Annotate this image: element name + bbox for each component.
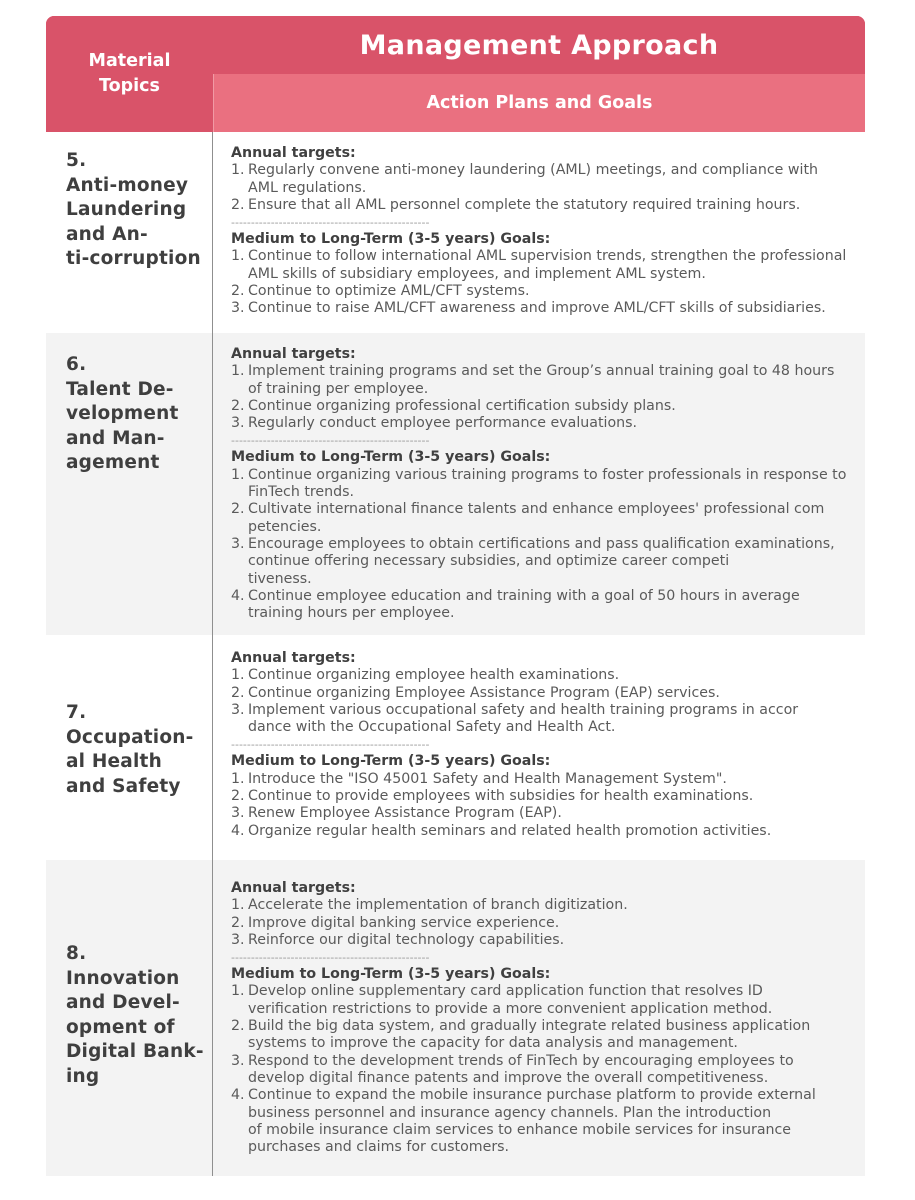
list-item: 3. Reinforce our digital technology capabilities. — [231, 931, 565, 948]
list-item: 2. Continue organizing professional certification subsidy plans. — [231, 397, 676, 414]
list-item: 1. Continue to follow international AML supervision trends, strengthen the professional AML skills of subsidiary employees, and implement AML system. — [231, 248, 847, 282]
action-plan-content — [231, 145, 856, 318]
action-plan-content — [231, 880, 856, 1156]
topic-label: 5. Anti-money Laundering and An- ti-corruption — [66, 150, 201, 269]
medium-goals-title: Medium to Long-Term (3-5 years) Goals: — [231, 753, 551, 770]
list-item: 3. Implement various occupational safety and health training programs in accor dance with the Occupational Safety and Health Act. — [231, 701, 799, 736]
list-item: 2. Continue to provide employees with subsidies for health examinations. — [231, 788, 754, 805]
list-item: 1. Accelerate the implementation of branch digitization. — [231, 897, 628, 914]
list-item: 2. Continue to optimize AML/CFT systems. — [231, 283, 530, 300]
list-item: 1. Continue organizing various training programs to foster professionals in response to FinTech trends. — [231, 466, 847, 501]
dashed-divider: -------------------------------------------------- — [231, 738, 430, 752]
list-item: 4. Organize regular health seminars and related health promotion activities. — [231, 822, 772, 839]
list-item: 3. Renew Employee Assistance Program (EAP). — [231, 805, 562, 822]
list-item: 2. Improve digital banking service experience. — [231, 914, 560, 931]
list-item: 4. Continue to expand the mobile insurance purchase platform to provide external business personnel and insurance agency channels. Plan the introduction of mobile insurance claim services to enhance mobile services for insurance purchases and claims for customers. — [231, 1087, 816, 1156]
dashed-divider: -------------------------------------------------- — [231, 434, 430, 448]
table-row-aml — [46, 132, 865, 333]
list-item: 2. Ensure that all AML personnel complete the statutory required training hours. — [231, 196, 801, 213]
topic-label: 6. Talent De- velopment and Man- agement — [66, 354, 179, 473]
list-item: 3. Encourage employees to obtain certifications and pass qualification examinations, continue offering necessary subsidies, and optimize career competi tiveness. — [231, 535, 835, 587]
list-item: 3. Regularly conduct employee performance evaluations. — [231, 415, 638, 432]
list-item: 3. Continue to raise AML/CFT awareness and improve AML/CFT skills of subsidiaries. — [231, 300, 826, 317]
topic-label: 7. Occupation- al Health and Safety — [66, 702, 194, 797]
material-topics-heading: Material Topics — [46, 16, 213, 132]
list-item: 1. Develop online supplementary card application function that resolves ID verification restrictions to provide a more convenient application method. — [231, 983, 773, 1017]
table-row-talent — [46, 333, 865, 635]
column-divider — [212, 132, 213, 1176]
list-item: 2. Cultivate international finance talents and enhance employees' professional com petencies. — [231, 501, 825, 535]
annual-targets-title: Annual targets: — [231, 145, 356, 161]
topic-label: 8. Innovation and Devel- opment of Digital Bank- ing — [66, 943, 204, 1087]
medium-goals-title: Medium to Long-Term (3-5 years) Goals: — [231, 966, 551, 983]
annual-targets-title: Annual targets: — [231, 346, 356, 362]
list-item: 1. Introduce the "ISO 45001 Safety and Health Management System". — [231, 770, 727, 787]
management-approach-heading: Management Approach — [213, 16, 865, 74]
action-plans-heading: Action Plans and Goals — [213, 74, 865, 132]
dashed-divider: -------------------------------------------------- — [231, 951, 430, 965]
dashed-divider: -------------------------------------------------- — [231, 216, 430, 230]
list-item: 1. Regularly convene anti-money laundering (AML) meetings, and compliance with AML regulations. — [231, 162, 819, 196]
medium-goals-title: Medium to Long-Term (3-5 years) Goals: — [231, 449, 551, 466]
medium-goals-title: Medium to Long-Term (3-5 years) Goals: — [231, 231, 551, 248]
list-item: 3. Respond to the development trends of FinTech by encouraging employees to develop digital finance patents and improve the overall competitiveness. — [231, 1052, 794, 1086]
action-plan-content — [231, 650, 856, 840]
list-item: 2. Continue organizing Employee Assistance Program (EAP) services. — [231, 684, 720, 701]
list-item: 2. Build the big data system, and gradually integrate related business application systems to improve the capacity for data analysis and management. — [231, 1018, 811, 1052]
list-item: 4. Continue employee education and training with a goal of 50 hours in average training hours per employee. — [231, 587, 800, 622]
table-header — [46, 16, 865, 132]
table-row-health-safety — [46, 635, 865, 860]
list-item: 1. Continue organizing employee health examinations. — [231, 667, 620, 684]
list-item: 1. Implement training programs and set the Group’s annual training goal to 48 hours of training per employee. — [231, 363, 835, 397]
annual-targets-title: Annual targets: — [231, 880, 356, 896]
material-topics-table — [46, 16, 865, 1156]
annual-targets-title: Annual targets: — [231, 650, 356, 666]
action-plan-content — [231, 346, 856, 622]
table-row-digital-banking — [46, 860, 865, 1176]
